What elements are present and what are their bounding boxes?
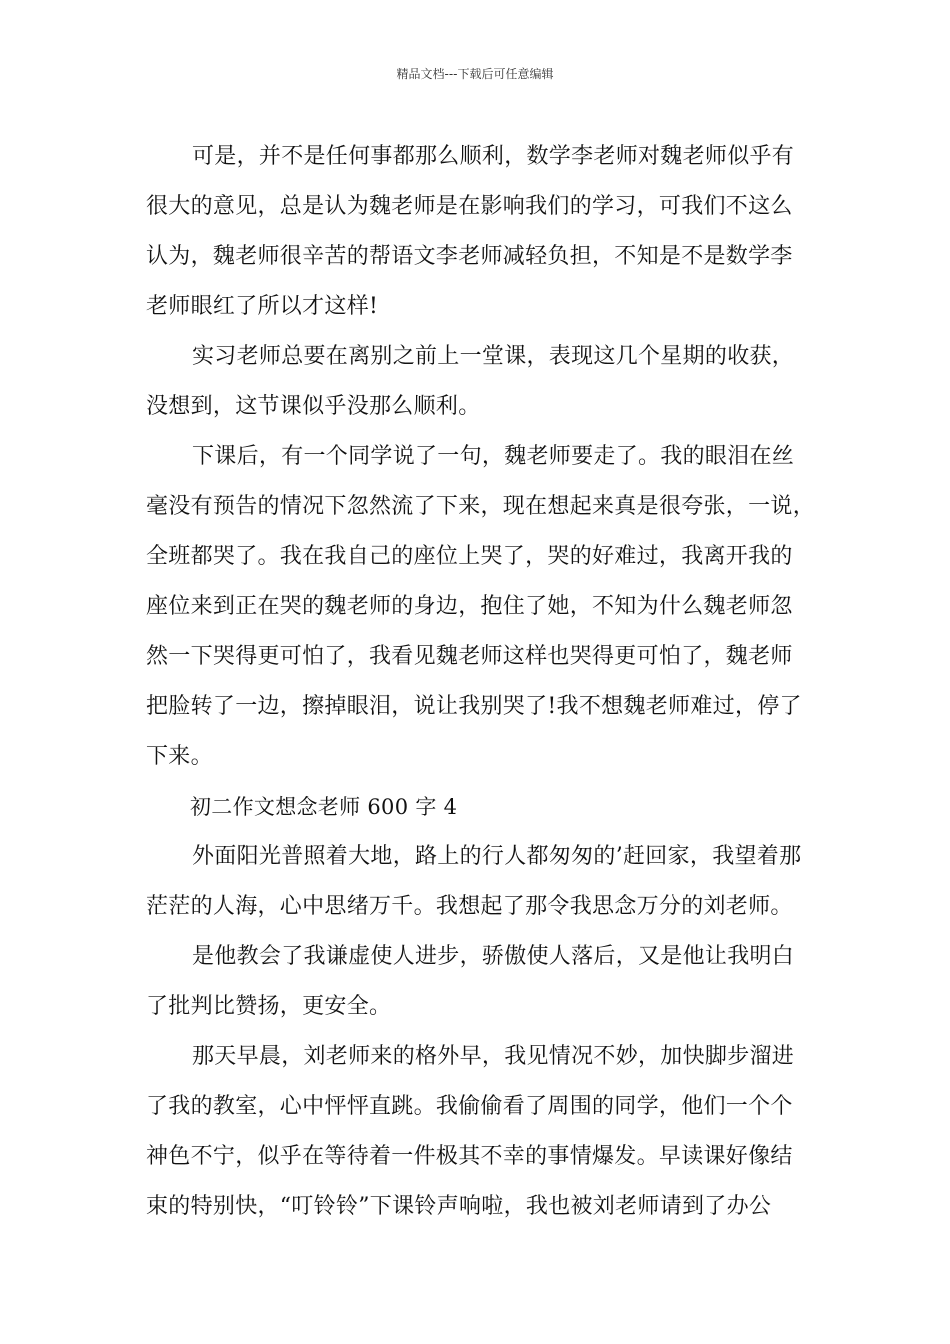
text-line: 茫茫的人海，心中思绪万千。我想起了那令我思念万分的刘老师。: [146, 894, 793, 919]
text-line: 了我的教室，心中怦怦直跳。我偷偷看了周围的同学，他们一个个: [146, 1094, 793, 1119]
text-line: 实习老师总要在离别之前上一堂课，表现这几个星期的收获，: [192, 344, 795, 369]
text-line: 下来。: [146, 744, 213, 769]
section-heading: 初二作文想念老师 600 字 4: [190, 795, 458, 819]
text-line: 然一下哭得更可怕了，我看见魏老师这样也哭得更可怕了，魏老师: [146, 644, 793, 669]
text-line: 可是，并不是任何事都那么顺利，数学李老师对魏老师似乎有: [192, 144, 795, 169]
text-line: 没想到，这节课似乎没那么顺利。: [146, 394, 481, 419]
text-line: 神色不宁，似乎在等待着一件极其不幸的事情爆发。早读课好像结: [146, 1144, 793, 1169]
text-line: 全班都哭了。我在我自己的座位上哭了，哭的好难过，我离开我的: [146, 544, 793, 569]
text-line: 座位来到正在哭的魏老师的身边，抱住了她，不知为什么魏老师忽: [146, 594, 793, 619]
text-line: 认为，魏老师很辛苦的帮语文李老师减轻负担，不知是不是数学李: [146, 244, 793, 269]
text-line: 束的特别快，“叮铃铃”下课铃声响啦，我也被刘老师请到了办公: [146, 1194, 772, 1219]
page-header: 精品文档---下载后可任意编辑: [396, 67, 554, 81]
document-body: [146, 132, 816, 1232]
text-line: 老师眼红了所以才这样!: [146, 294, 379, 319]
text-line: 毫没有预告的情况下忽然流了下来，现在想起来真是很夸张，一说，: [146, 494, 816, 519]
text-line: 下课后，有一个同学说了一句，魏老师要走了。我的眼泪在丝: [192, 444, 795, 469]
text-line: 是他教会了我谦虚使人进步，骄傲使人落后，又是他让我明白: [192, 944, 795, 969]
text-line: 了批判比赞扬，更安全。: [146, 994, 392, 1019]
text-line: 很大的意见，总是认为魏老师是在影响我们的学习，可我们不这么: [146, 194, 793, 219]
text-line: 外面阳光普照着大地，路上的行人都匆匆的’赶回家，我望着那: [192, 844, 802, 869]
text-line: 把脸转了一边，擦掉眼泪，说让我别哭了!我不想魏老师难过，停了: [146, 694, 802, 719]
text-line: 那天早晨，刘老师来的格外早，我见情况不妙，加快脚步溜进: [192, 1044, 795, 1069]
